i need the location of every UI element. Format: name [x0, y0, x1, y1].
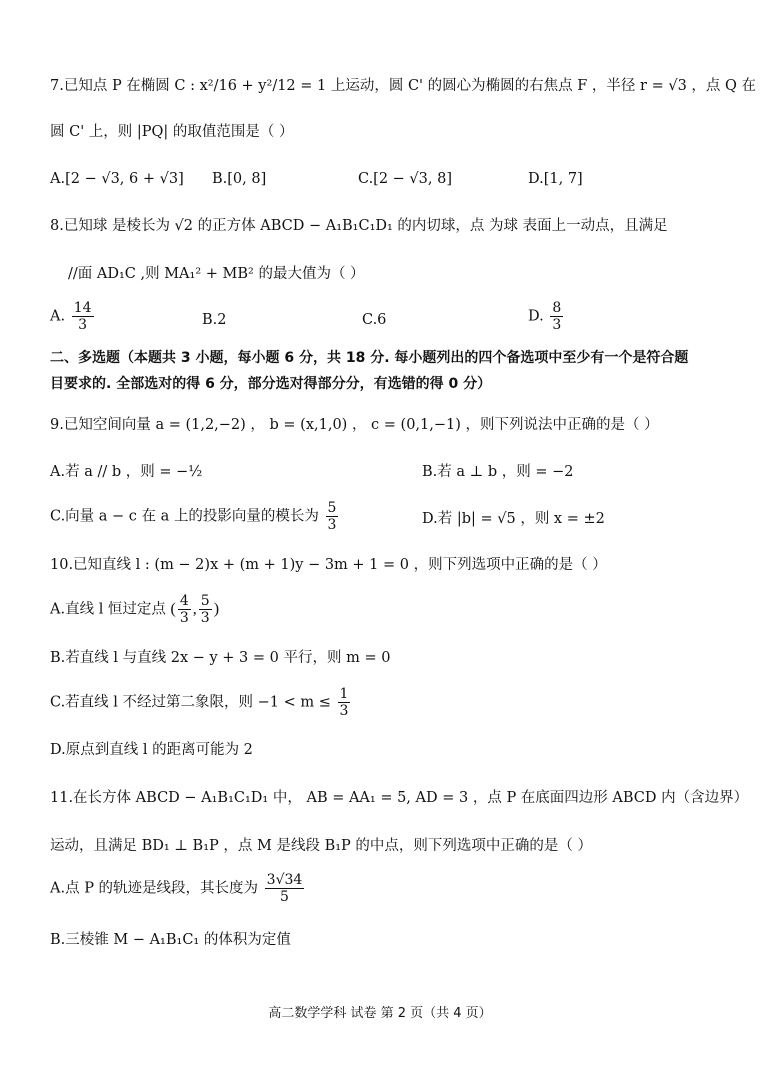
q10-option-a-x-denominator: 3 — [179, 610, 189, 626]
q8-option-a-fraction — [72, 300, 94, 333]
section-2-header-line2: 目要求的. 全部选对的得 6 分，部分选对得部分分，有选错的得 0 分） — [50, 376, 492, 392]
q10-option-a-x-numerator: 4 — [179, 593, 189, 609]
q7-option-c: C.[2 − √3, 8] — [358, 171, 453, 187]
section-2-header-line1: 二、多选题（本题共 3 小题，每小题 6 分，共 18 分. 每小题列出的四个备选项中至少有一个是符合题 — [50, 350, 689, 366]
q10-option-b: B.若直线 l 与直线 2x − y + 3 = 0 平行，则 m = 0 — [50, 650, 391, 666]
q9-option-c-fraction — [326, 500, 339, 533]
q10-stem: 10.已知直线 l : (m − 2)x + (m + 1)y − 3m + 1 = 0 ，则下列选项中正确的是（ ） — [50, 557, 607, 573]
q8-option-a-numerator: 14 — [73, 300, 92, 316]
q10-option-a-text: A.直线 l 恒过定点 — [50, 601, 166, 618]
q10-option-a-y-denominator: 3 — [200, 610, 210, 626]
q9-option-c-numerator: 5 — [327, 500, 337, 516]
q8-option-a-denominator: 3 — [78, 317, 88, 333]
q9-option-c — [50, 500, 340, 533]
q8-stem-line2: //面 AD₁C ,则 MA₁² + MB² 的最大值为（ ） — [68, 266, 365, 282]
q7-stem-line2: 圆 C' 上，则 |PQ| 的取值范围是（ ） — [50, 124, 294, 140]
q10-option-a: A.直线 l 恒过定点 ( $\frac{4}{3}$ , $\frac{5}{3}$ ) — [50, 593, 220, 626]
q8-option-d-numerator: 8 — [552, 300, 562, 316]
q7-option-b: B.[0, 8] — [212, 171, 267, 187]
q11-option-a-fraction — [265, 872, 305, 905]
q8-option-b: B.2 — [202, 312, 227, 328]
q8-option-a — [50, 300, 96, 333]
q7-option-a: A.[2 − √3, 6 + √3] — [50, 171, 184, 187]
q8-option-d-fraction — [550, 300, 563, 333]
q7-stem-line1: 7.已知点 P 在椭圆 C : x²/16 + y²/12 = 1 上运动，圆 C' 的圆心为椭圆的右焦点 F ，半径 r = √3 ，点 Q 在 — [50, 78, 757, 94]
q10-option-c-fraction — [338, 686, 351, 719]
q10-option-a-x — [178, 593, 191, 626]
q9-option-c-text: C.向量 a − c 在 a 上的投影向量的模长为 — [50, 508, 319, 525]
q8-option-a-label: A. — [50, 308, 66, 325]
q11-option-a-denominator: 5 — [280, 889, 289, 905]
q11-stem-line2: 运动，且满足 BD₁ ⊥ B₁P ，点 M 是线段 B₁P 的中点，则下列选项中正确的是（ ） — [50, 838, 593, 854]
q9-option-b: B.若 a ⊥ b ，则 = −2 — [422, 464, 574, 480]
q7-option-d: D.[1, 7] — [528, 171, 583, 187]
q8-option-d-label: D. — [528, 308, 544, 325]
q10-option-a-y — [199, 593, 212, 626]
q8-option-c: C.6 — [362, 312, 387, 328]
q10-option-c-text: C.若直线 l 不经过第二象限，则 −1 < m ≤ — [50, 694, 331, 711]
q10-option-a-y-numerator: 5 — [200, 593, 210, 609]
q9-stem: 9.已知空间向量 a = (1,2,−2) ， b = (x,1,0) ， c = (0,1,−1) ，则下列说法中正确的是（ ） — [50, 417, 659, 433]
q8-stem-line1: 8.已知球 是棱长为 √2 的正方体 ABCD − A₁B₁C₁D₁ 的内切球，点 为球 表面上一动点，且满足 — [50, 218, 668, 234]
q8-option-d-denominator: 3 — [552, 317, 562, 333]
q11-option-a — [50, 872, 306, 905]
q9-option-a: A.若 a // b ，则 = −½ — [50, 464, 203, 480]
q10-option-c — [50, 686, 352, 719]
q11-stem-line1: 11.在长方体 ABCD − A₁B₁C₁D₁ 中， AB = AA₁ = 5, AD = 3 ，点 P 在底面四边形 ABCD 内（含边界） — [50, 790, 749, 806]
q10-option-d: D.原点到直线 l 的距离可能为 2 — [50, 742, 253, 758]
q8-option-d — [528, 300, 565, 333]
page-footer: 高二数学学科 试卷 第 2 页（共 4 页） — [268, 1006, 492, 1021]
q11-option-b: B.三棱锥 M − A₁B₁C₁ 的体积为定值 — [50, 932, 291, 948]
q10-option-c-denominator: 3 — [339, 703, 349, 719]
q11-option-a-text: A.点 P 的轨迹是线段，其长度为 — [50, 880, 259, 897]
q9-option-d: D.若 |b| = √5 ，则 x = ±2 — [422, 511, 605, 527]
q10-option-c-numerator: 1 — [339, 686, 349, 702]
q11-option-a-numerator: 3√34 — [266, 872, 303, 888]
q9-option-c-denominator: 3 — [327, 517, 337, 533]
